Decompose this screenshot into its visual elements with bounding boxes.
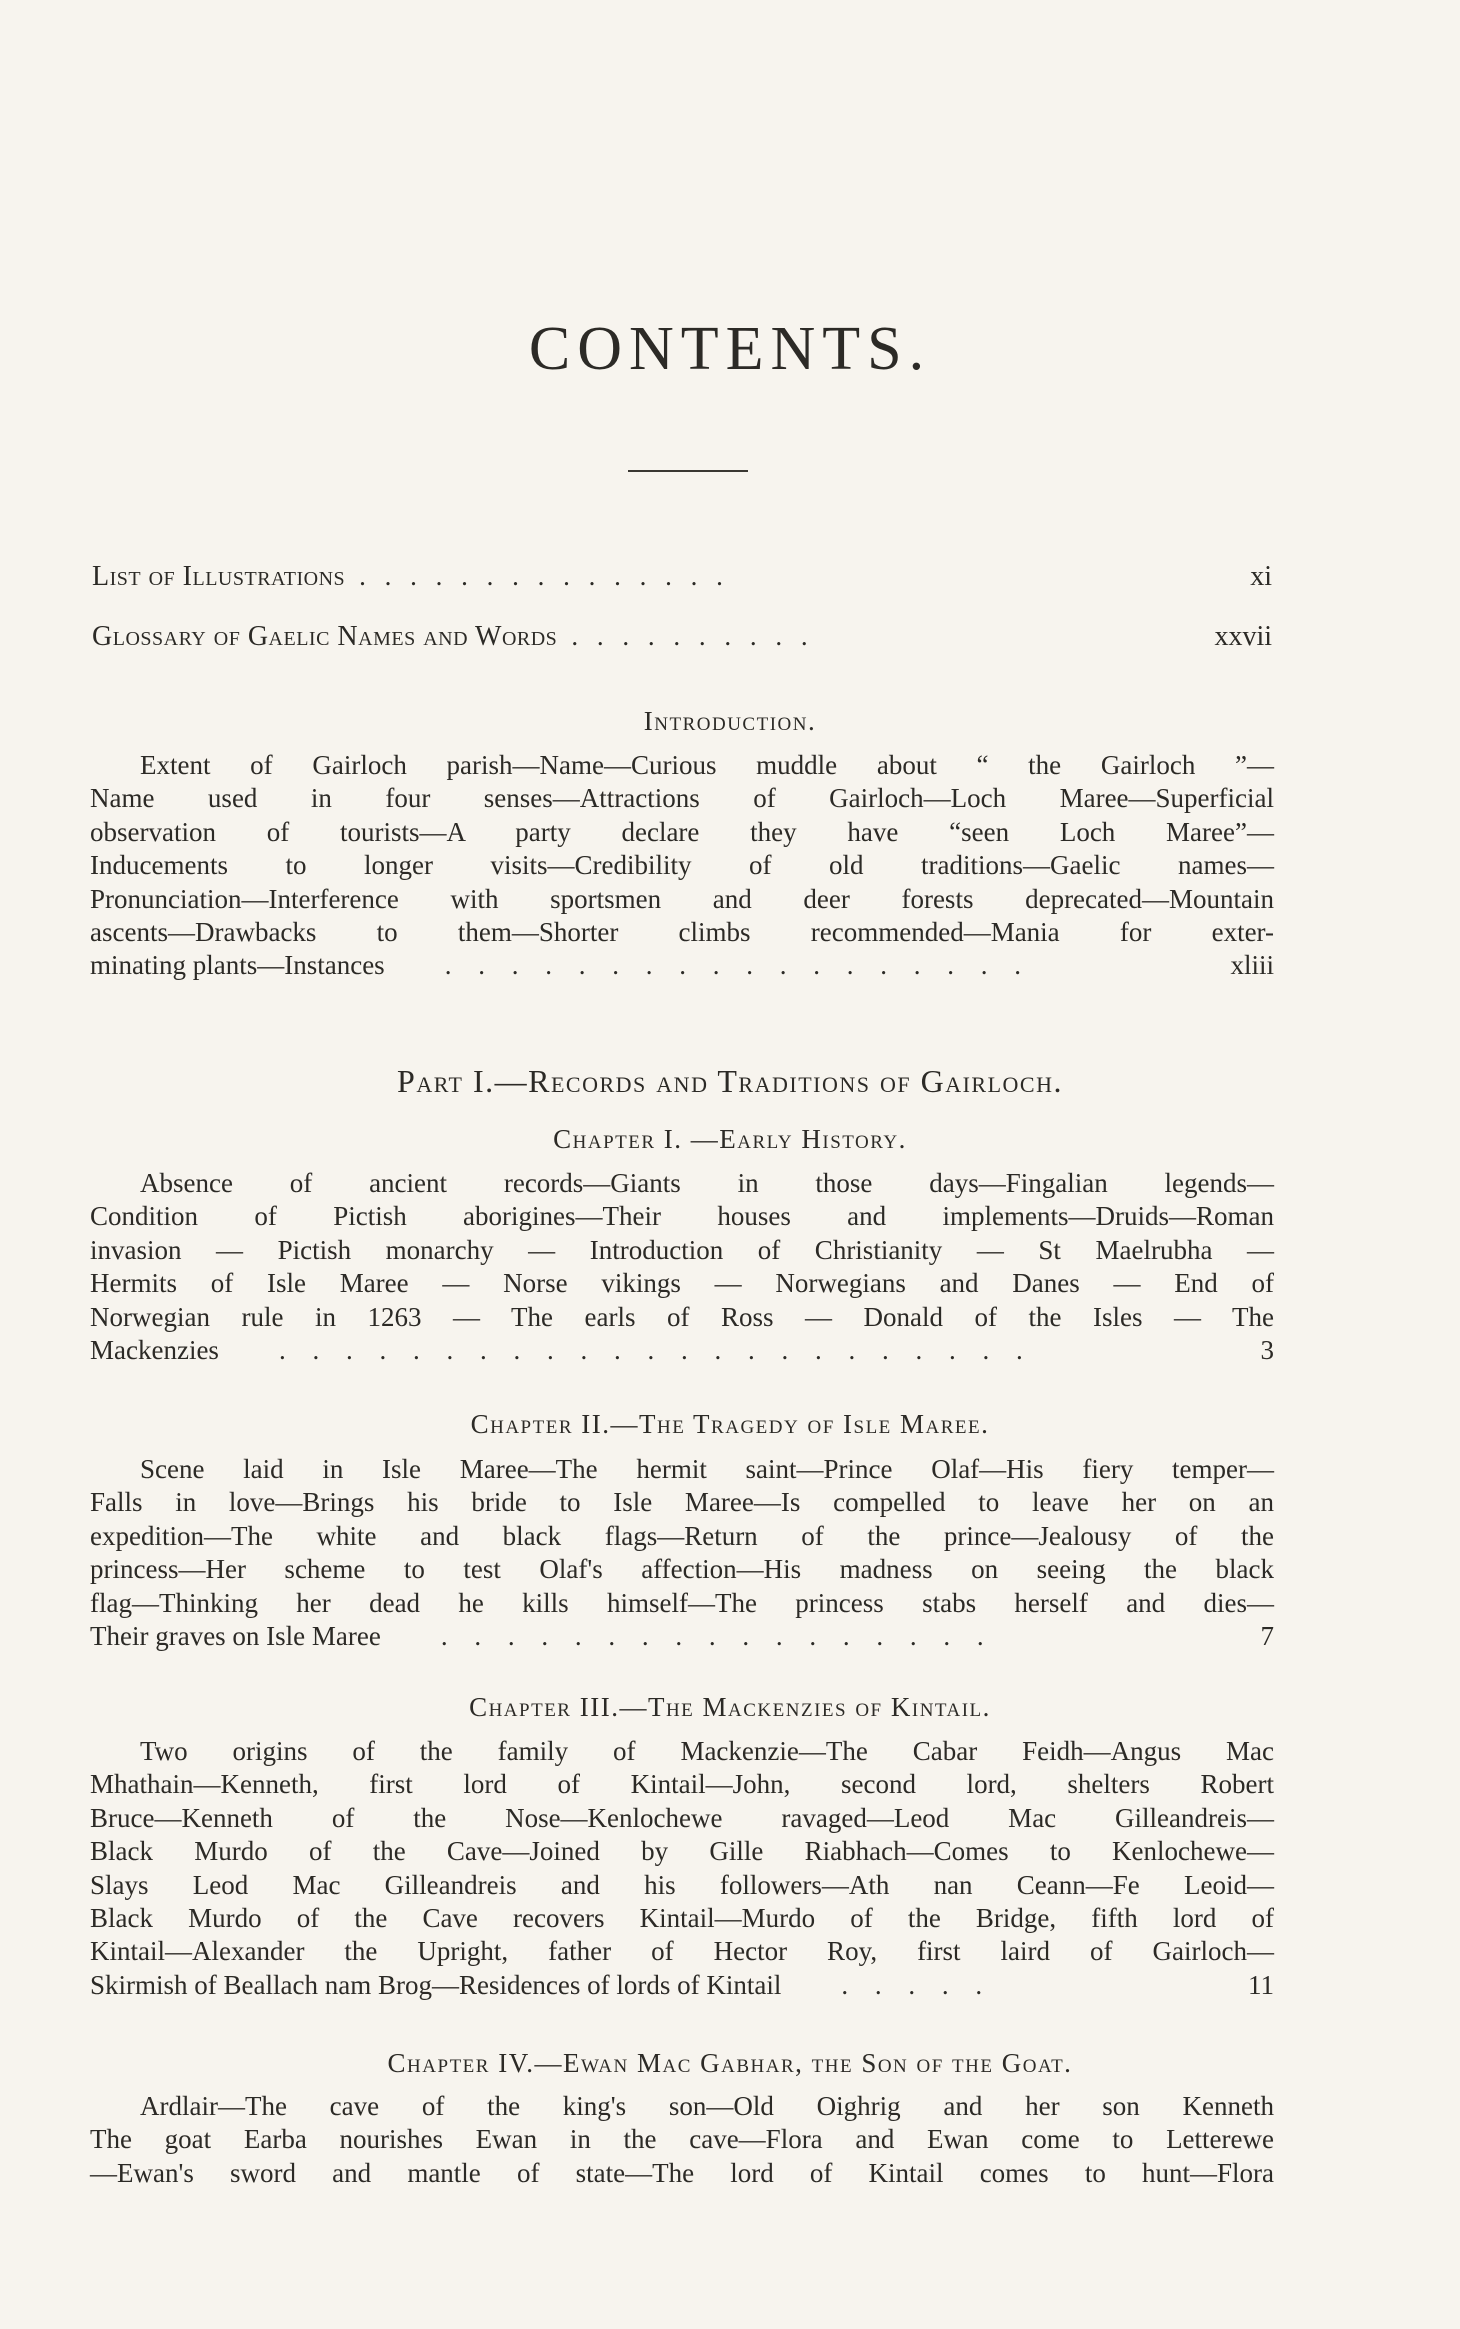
summary-line: Absence of ancient records—Giants in those days—Fingalian legends— bbox=[140, 1168, 1274, 1198]
toc-leader: . . . . . . . . . . . . . . . bbox=[359, 561, 729, 591]
summary-line: Ardlair—The cave of the king's son—Old Oighrig and her son Kenneth bbox=[140, 2091, 1274, 2121]
toc-page-number: xi bbox=[1250, 561, 1272, 592]
toc-leader: . . . . . . . . . . . . . . . . . bbox=[440, 1621, 994, 1652]
toc-page-number: 11 bbox=[1248, 1969, 1274, 2000]
toc-entry-illustrations[interactable] bbox=[92, 556, 1272, 597]
toc-leader: . . . . . . . . . . bbox=[571, 621, 814, 651]
summary-line: princess—Her scheme to test Olaf's affection—His madness on seeing the black bbox=[90, 1554, 1274, 1585]
chapter-heading-1: Chapter I. —Early History. bbox=[553, 1124, 907, 1154]
chapter-heading-2: Chapter II.—The Tragedy of Isle Maree. bbox=[470, 1409, 990, 1439]
summary-line: ascents—Drawbacks to them—Shorter climbs recommended—Mania for exter- bbox=[90, 917, 1274, 948]
summary-line: flag—Thinking her dead he kills himself—The princess stabs herself and dies— bbox=[90, 1587, 1274, 1618]
summary-line: Inducements to longer visits—Credibility of old traditions—Gaelic names— bbox=[90, 850, 1274, 881]
chapter-summary-2 bbox=[90, 1453, 1274, 1653]
chapter-summary-1 bbox=[90, 1167, 1274, 1367]
toc-entry-label: Glossary of Gaelic Names and Words bbox=[92, 621, 558, 652]
summary-line: Pronunciation—Interference with sportsmen and deer forests deprecated—Mountain bbox=[90, 883, 1274, 914]
chapter-heading-3: Chapter III.—The Mackenzies of Kintail. bbox=[469, 1692, 991, 1722]
toc-page-number: 3 bbox=[1260, 1335, 1274, 1366]
summary-line: Slays Leod Mac Gilleandreis and his followers—Ath nan Ceann—Fe Leoid— bbox=[90, 1869, 1274, 1900]
summary-line: Norwegian rule in 1263 — The earls of Ross — Donald of the Isles — The bbox=[90, 1301, 1274, 1332]
introduction-summary bbox=[90, 749, 1274, 983]
summary-line: Their graves on Isle Maree bbox=[90, 1621, 381, 1652]
summary-line: —Ewan's sword and mantle of state—The lord of Kintail comes to hunt—Flora bbox=[90, 2157, 1274, 2188]
summary-line: Black Murdo of the Cave—Joined by Gille Riabhach—Comes to Kenlochewe— bbox=[90, 1836, 1274, 1867]
page-title: CONTENTS. bbox=[528, 315, 932, 383]
toc-leader: . . . . . . . . . . . . . . . . . . . . . . . bbox=[278, 1335, 1033, 1366]
summary-line: Condition of Pictish aborigines—Their houses and implements—Druids—Roman bbox=[90, 1201, 1274, 1232]
summary-line: The goat Earba nourishes Ewan in the cave—Flora and Ewan come to Letterewe bbox=[90, 2124, 1274, 2155]
summary-line: Scene laid in Isle Maree—The hermit saint—Prince Olaf—His fiery temper— bbox=[140, 1454, 1274, 1484]
summary-line: minating plants—Instances bbox=[90, 950, 385, 981]
summary-line: Bruce—Kenneth of the Nose—Kenlochewe ravaged—Leod Mac Gilleandreis— bbox=[90, 1802, 1274, 1833]
part-heading: Part I.—Records and Traditions of Gairloch. bbox=[397, 1063, 1063, 1099]
summary-line: Kintail—Alexander the Upright, father of Hector Roy, first laird of Gairloch— bbox=[90, 1936, 1274, 1967]
toc-entry-label: List of Illustrations bbox=[92, 561, 346, 592]
summary-line: Skirmish of Beallach nam Brog—Residences of lords of Kintail bbox=[90, 1969, 782, 2000]
summary-line: Black Murdo of the Cave recovers Kintail—Murdo of the Bridge, fifth lord of bbox=[90, 1903, 1274, 1934]
summary-line: Name used in four senses—Attractions of Gairloch—Loch Maree—Superficial bbox=[90, 783, 1274, 814]
toc-leader: . . . . . . . . . . . . . . . . . . bbox=[444, 950, 1031, 981]
chapter-summary-4 bbox=[90, 2090, 1274, 2190]
summary-line: Hermits of Isle Maree — Norse vikings — Norwegians and Danes — End of bbox=[90, 1268, 1274, 1299]
toc-entry-chapter-3[interactable] bbox=[90, 1969, 1274, 2002]
summary-line: Mackenzies bbox=[90, 1335, 219, 1366]
toc-entry-glossary[interactable] bbox=[92, 616, 1272, 657]
summary-line: Falls in love—Brings his bride to Isle Maree—Is compelled to leave her on an bbox=[90, 1487, 1274, 1518]
summary-line: invasion — Pictish monarchy — Introduction of Christianity — St Maelrubha — bbox=[90, 1234, 1274, 1265]
introduction-heading: Introduction. bbox=[643, 706, 817, 736]
summary-line: expedition—The white and black flags—Return of the prince—Jealousy of the bbox=[90, 1520, 1274, 1551]
toc-entry-introduction[interactable] bbox=[90, 949, 1274, 982]
summary-line: Extent of Gairloch parish—Name—Curious muddle about “ the Gairloch ”— bbox=[140, 750, 1274, 780]
title-rule bbox=[628, 470, 748, 472]
toc-page-number: xxvii bbox=[1214, 621, 1272, 652]
chapter-summary-3 bbox=[90, 1735, 1274, 2002]
toc-leader: . . . . . bbox=[841, 1969, 993, 2000]
chapter-heading-4: Chapter IV.—Ewan Mac Gabhar, the Son of the Goat. bbox=[387, 2048, 1073, 2078]
summary-line: observation of tourists—A party declare they have “seen Loch Maree”— bbox=[90, 816, 1274, 847]
toc-page-number: xliii bbox=[1230, 950, 1274, 981]
toc-entry-chapter-1[interactable] bbox=[90, 1334, 1274, 1367]
summary-line: Two origins of the family of Mackenzie—The Cabar Feidh—Angus Mac bbox=[140, 1736, 1274, 1766]
toc-entry-chapter-2[interactable] bbox=[90, 1620, 1274, 1653]
toc-page-number: 7 bbox=[1260, 1621, 1274, 1652]
summary-line: Mhathain—Kenneth, first lord of Kintail—John, second lord, shelters Robert bbox=[90, 1769, 1274, 1800]
